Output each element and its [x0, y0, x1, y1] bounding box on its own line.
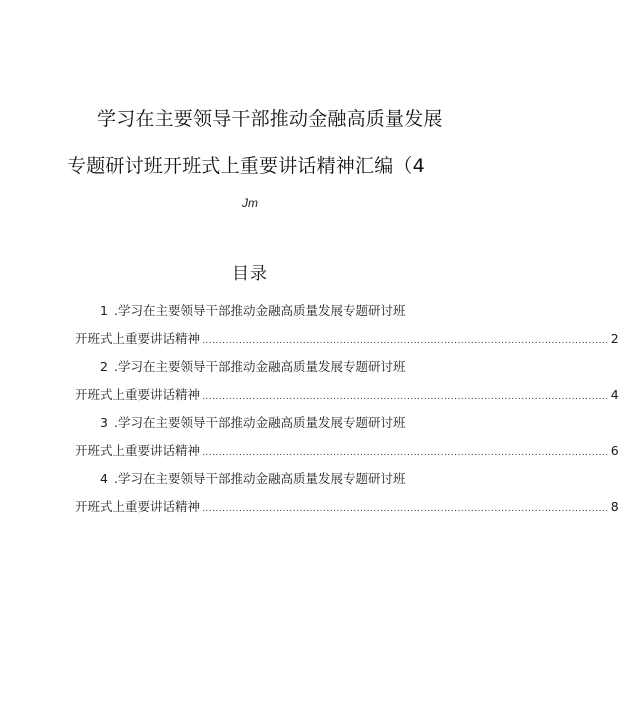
toc-entry-text: 开班式上重要讲话精神 [75, 443, 201, 458]
toc-entry-2-continuation[interactable] [75, 385, 619, 403]
dot-leader: ......................................................................................................................... [202, 448, 609, 458]
toc-entry-number: 3 [100, 415, 108, 430]
toc-entry-text: .学习在主要领导干部推动金融高质量发展专题研讨班 [114, 415, 406, 430]
toc-page-number: 6 [610, 443, 619, 458]
dot-leader: ......................................................................................................................... [202, 336, 609, 346]
document-title-line-2: 专题研讨班开班式上重要讲话精神汇编（4 [67, 155, 425, 177]
toc-page-number: 4 [610, 387, 619, 402]
toc-entry-text: .学习在主要领导干部推动金融高质量发展专题研讨班 [114, 359, 406, 374]
toc-entry-1-title[interactable] [100, 301, 405, 319]
dot-leader: ......................................................................................................................... [202, 392, 609, 402]
document-title-line-1: 学习在主要领导干部推动金融高质量发展 [97, 108, 443, 130]
toc-entry-number: 2 [100, 359, 108, 374]
toc-entry-3-title[interactable] [100, 413, 405, 431]
toc-heading: 目录 [232, 264, 268, 284]
toc-entry-text: .学习在主要领导干部推动金融高质量发展专题研讨班 [114, 303, 406, 318]
dot-leader: ......................................................................................................................... [202, 504, 609, 514]
toc-entry-text: 开班式上重要讲话精神 [75, 499, 201, 514]
toc-entry-number: 4 [100, 471, 108, 486]
toc-page-number: 8 [610, 499, 619, 514]
toc-entry-text: 开班式上重要讲话精神 [75, 331, 201, 346]
toc-entry-number: 1 [100, 303, 108, 318]
toc-entry-text: 开班式上重要讲话精神 [75, 387, 201, 402]
toc-page-number: 2 [610, 331, 619, 346]
toc-entry-3-continuation[interactable] [75, 441, 619, 459]
toc-entry-text: .学习在主要领导干部推动金融高质量发展专题研讨班 [114, 471, 406, 486]
toc-entry-2-title[interactable] [100, 357, 405, 375]
toc-entry-1-continuation[interactable] [75, 329, 619, 347]
toc-entry-4-title[interactable] [100, 469, 405, 487]
document-subtitle: Jm [242, 196, 258, 210]
toc-entry-4-continuation[interactable] [75, 497, 619, 515]
